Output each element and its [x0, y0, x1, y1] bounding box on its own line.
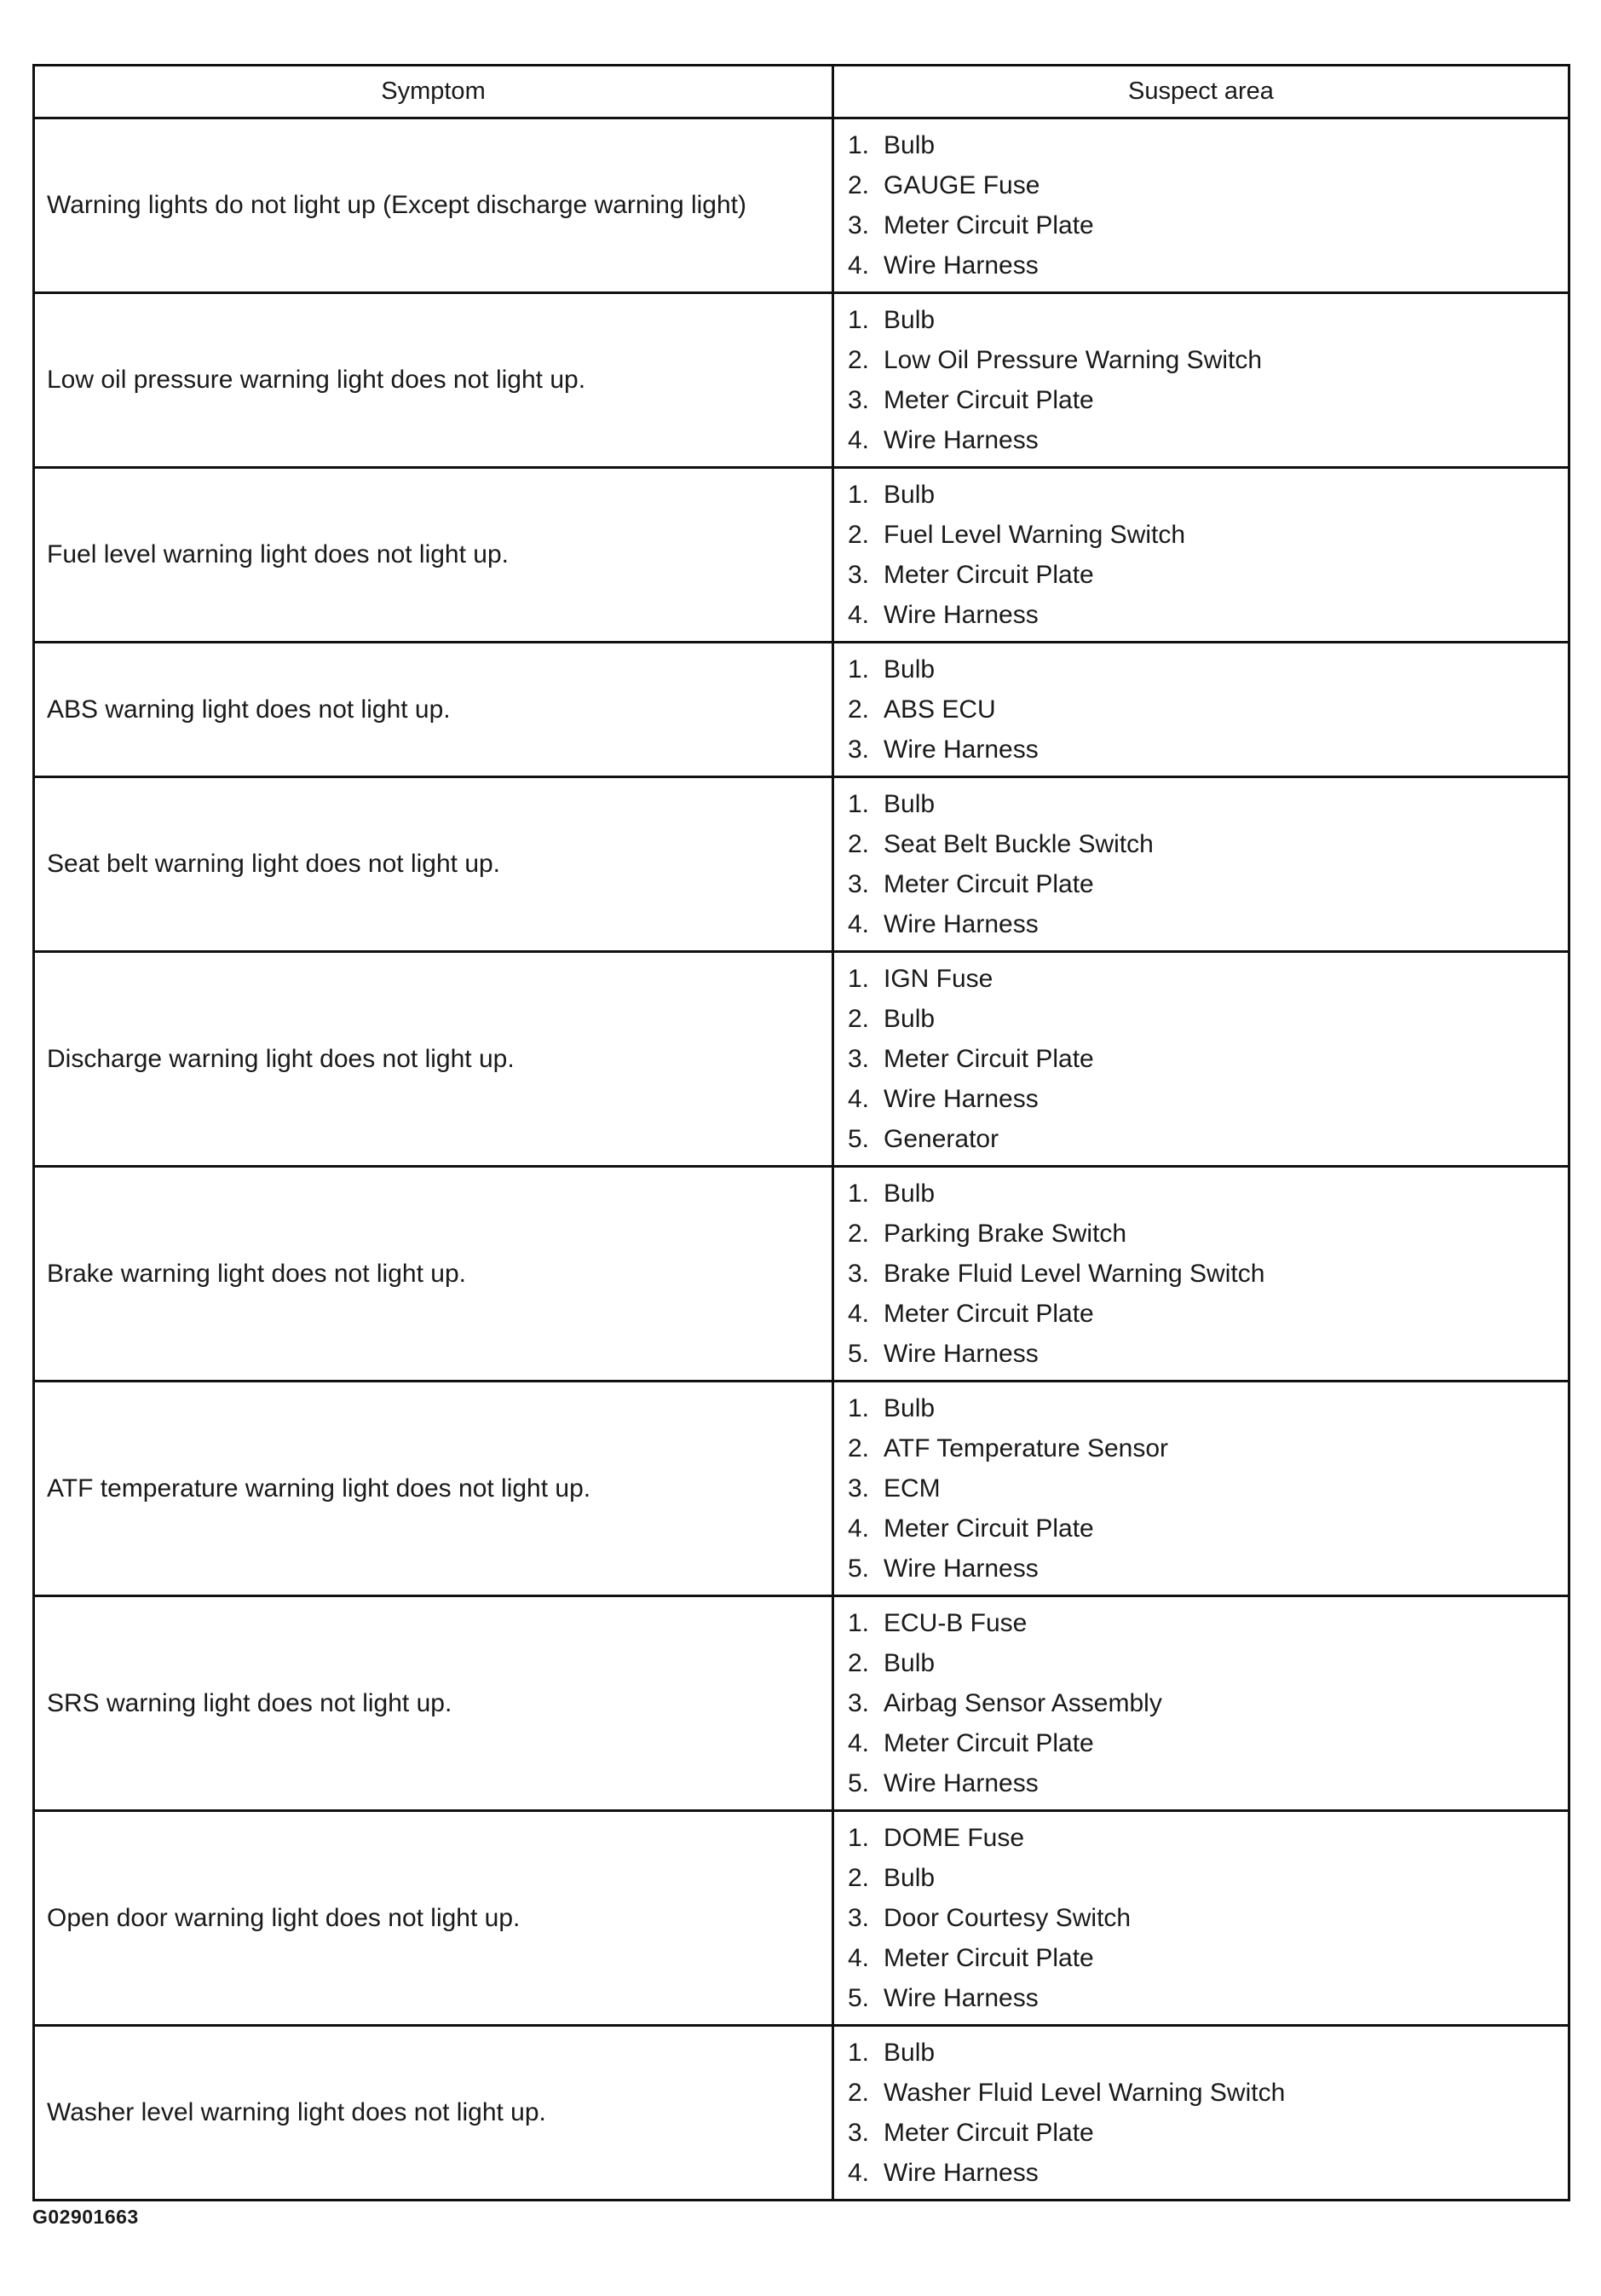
figure-id: G02901663 — [32, 2206, 139, 2228]
suspect-item — [848, 784, 1568, 824]
suspect-item — [848, 864, 1568, 904]
diagnosis-table — [32, 64, 1570, 2201]
table-row — [34, 1596, 1569, 1811]
suspect-item — [848, 1119, 1568, 1159]
table-row — [34, 468, 1569, 643]
suspect-item-label: Wire Harness — [884, 1984, 1039, 2012]
suspect-item-label: Bulb — [884, 1394, 936, 1422]
suspect-item-number: 3. — [848, 736, 870, 764]
suspect-item-number: 1. — [848, 1180, 870, 1208]
suspect-item-label: Bulb — [884, 306, 936, 334]
suspect-item-number: 2. — [848, 346, 870, 374]
suspect-list — [848, 1818, 1568, 2018]
suspect-item-number: 4. — [848, 1729, 870, 1757]
symptom-cell: SRS warning light does not light up. — [34, 1596, 833, 1811]
suspect-item — [848, 1643, 1568, 1683]
suspect-item — [848, 340, 1568, 380]
suspect-item — [848, 245, 1568, 286]
suspect-item-label: Meter Circuit Plate — [884, 1300, 1094, 1328]
suspect-item — [848, 475, 1568, 515]
table-row — [34, 952, 1569, 1167]
suspect-item — [848, 649, 1568, 689]
suspect-item — [848, 1938, 1568, 1978]
suspect-list — [848, 959, 1568, 1159]
suspect-item-number: 3. — [848, 1904, 870, 1932]
suspect-item-label: Meter Circuit Plate — [884, 1045, 1094, 1073]
suspect-item — [848, 1254, 1568, 1294]
suspect-item-label: Generator — [884, 1125, 999, 1153]
suspect-item — [848, 380, 1568, 420]
suspect-list — [848, 784, 1568, 944]
symptom-cell: Seat belt warning light does not light up. — [34, 777, 833, 952]
suspect-item — [848, 1723, 1568, 1763]
suspect-area-cell — [833, 643, 1569, 777]
suspect-item-number: 4. — [848, 1300, 870, 1328]
suspect-item-number: 4. — [848, 1085, 870, 1113]
suspect-item — [848, 1079, 1568, 1119]
suspect-item — [848, 555, 1568, 595]
suspect-area-cell — [833, 1596, 1569, 1811]
suspect-list — [848, 1388, 1568, 1589]
suspect-list — [848, 1603, 1568, 1803]
suspect-item-number: 4. — [848, 426, 870, 454]
suspect-item — [848, 1468, 1568, 1509]
suspect-item-number: 1. — [848, 1394, 870, 1422]
suspect-item-number: 2. — [848, 2079, 870, 2107]
table-row — [34, 777, 1569, 952]
suspect-area-cell — [833, 777, 1569, 952]
symptom-column-header: Symptom — [34, 66, 833, 118]
suspect-item-label: Airbag Sensor Assembly — [884, 1689, 1162, 1717]
suspect-item — [848, 1818, 1568, 1858]
suspect-item — [848, 1294, 1568, 1334]
suspect-item-label: DOME Fuse — [884, 1824, 1025, 1852]
suspect-item — [848, 1174, 1568, 1214]
suspect-item — [848, 730, 1568, 770]
suspect-item — [848, 1388, 1568, 1428]
suspect-item-number: 4. — [848, 1944, 870, 1972]
suspect-area-cell — [833, 2026, 1569, 2201]
suspect-item-label: Wire Harness — [884, 2159, 1039, 2187]
suspect-item — [848, 689, 1568, 730]
symptom-cell: Low oil pressure warning light does not light up. — [34, 293, 833, 468]
suspect-item-number: 2. — [848, 1005, 870, 1033]
suspect-item-label: Meter Circuit Plate — [884, 1514, 1094, 1543]
suspect-item-label: Meter Circuit Plate — [884, 386, 1094, 414]
suspect-item — [848, 1683, 1568, 1723]
suspect-item-label: Wire Harness — [884, 426, 1039, 454]
symptom-cell: Warning lights do not light up (Except discharge warning light) — [34, 118, 833, 293]
suspect-item — [848, 1898, 1568, 1938]
symptom-cell: ATF temperature warning light does not light up. — [34, 1382, 833, 1596]
suspect-item-number: 3. — [848, 561, 870, 589]
suspect-item-number: 3. — [848, 1474, 870, 1503]
suspect-item-label: Wire Harness — [884, 251, 1039, 280]
suspect-item-label: Meter Circuit Plate — [884, 561, 1094, 589]
suspect-item — [848, 420, 1568, 460]
suspect-item — [848, 2153, 1568, 2193]
table-body — [34, 118, 1569, 2201]
suspect-area-cell — [833, 1811, 1569, 2026]
suspect-item-number: 3. — [848, 2119, 870, 2147]
suspect-area-cell — [833, 468, 1569, 643]
suspect-item-number: 4. — [848, 251, 870, 280]
suspect-item-number: 4. — [848, 2159, 870, 2187]
suspect-item-number: 1. — [848, 655, 870, 684]
suspect-item — [848, 959, 1568, 999]
suspect-list — [848, 300, 1568, 460]
suspect-item-number: 3. — [848, 870, 870, 898]
symptom-cell: Brake warning light does not light up. — [34, 1167, 833, 1382]
suspect-item-number: 3. — [848, 1689, 870, 1717]
suspect-item-label: Wire Harness — [884, 910, 1039, 938]
suspect-item-label: Fuel Level Warning Switch — [884, 521, 1186, 549]
suspect-item-label: Bulb — [884, 655, 936, 684]
suspect-item-number: 1. — [848, 1824, 870, 1852]
suspect-item — [848, 999, 1568, 1039]
suspect-item-label: Bulb — [884, 790, 936, 818]
table-row — [34, 1382, 1569, 1596]
suspect-area-cell — [833, 1382, 1569, 1596]
suspect-item-label: Seat Belt Buckle Switch — [884, 830, 1154, 858]
suspect-item-label: Meter Circuit Plate — [884, 211, 1094, 239]
suspect-area-cell — [833, 293, 1569, 468]
suspect-item — [848, 125, 1568, 165]
suspect-item-label: Bulb — [884, 1864, 936, 1892]
table-row — [34, 643, 1569, 777]
suspect-item — [848, 1603, 1568, 1643]
suspect-item-label: Parking Brake Switch — [884, 1220, 1127, 1248]
suspect-item — [848, 1334, 1568, 1374]
suspect-item-label: Meter Circuit Plate — [884, 1729, 1094, 1757]
suspect-area-column-header: Suspect area — [833, 66, 1569, 118]
suspect-item — [848, 1858, 1568, 1898]
suspect-list — [848, 649, 1568, 770]
suspect-list — [848, 125, 1568, 286]
suspect-item — [848, 300, 1568, 340]
suspect-item-number: 2. — [848, 1864, 870, 1892]
suspect-item-label: ABS ECU — [884, 695, 996, 724]
suspect-item-number: 2. — [848, 695, 870, 724]
suspect-item-number: 1. — [848, 965, 870, 993]
suspect-item-number: 4. — [848, 1514, 870, 1543]
symptom-cell: Fuel level warning light does not light up. — [34, 468, 833, 643]
suspect-item-number: 5. — [848, 1125, 870, 1153]
suspect-area-cell — [833, 1167, 1569, 1382]
suspect-list — [848, 475, 1568, 635]
suspect-item-label: Door Courtesy Switch — [884, 1904, 1132, 1932]
suspect-item-number: 4. — [848, 601, 870, 629]
suspect-item-label: ECU-B Fuse — [884, 1609, 1028, 1637]
suspect-item-number: 5. — [848, 1984, 870, 2012]
suspect-item-number: 1. — [848, 306, 870, 334]
symptom-cell: Washer level warning light does not light up. — [34, 2026, 833, 2201]
suspect-item-number: 1. — [848, 790, 870, 818]
table-row — [34, 1167, 1569, 1382]
suspect-item — [848, 205, 1568, 245]
symptom-cell: ABS warning light does not light up. — [34, 643, 833, 777]
suspect-item-number: 3. — [848, 1045, 870, 1073]
suspect-item-label: Wire Harness — [884, 1555, 1039, 1583]
suspect-item-label: ATF Temperature Sensor — [884, 1434, 1169, 1462]
suspect-item — [848, 2033, 1568, 2073]
suspect-list — [848, 1174, 1568, 1374]
suspect-item — [848, 904, 1568, 944]
suspect-area-cell — [833, 952, 1569, 1167]
table-row — [34, 1811, 1569, 2026]
suspect-item-label: Bulb — [884, 481, 936, 509]
suspect-item-label: Wire Harness — [884, 601, 1039, 629]
suspect-item-label: Meter Circuit Plate — [884, 870, 1094, 898]
suspect-item-number: 2. — [848, 521, 870, 549]
suspect-item-label: Bulb — [884, 1005, 936, 1033]
suspect-item-number: 2. — [848, 1220, 870, 1248]
suspect-item — [848, 1214, 1568, 1254]
suspect-item-number: 3. — [848, 211, 870, 239]
suspect-item-number: 2. — [848, 1434, 870, 1462]
suspect-item — [848, 2113, 1568, 2153]
suspect-item — [848, 1763, 1568, 1803]
suspect-item — [848, 1509, 1568, 1549]
suspect-item — [848, 1428, 1568, 1468]
suspect-item — [848, 1978, 1568, 2018]
suspect-item-number: 5. — [848, 1340, 870, 1368]
suspect-item-number: 2. — [848, 171, 870, 199]
symptom-cell: Open door warning light does not light up. — [34, 1811, 833, 2026]
suspect-item-label: Washer Fluid Level Warning Switch — [884, 2079, 1286, 2107]
suspect-item-label: Bulb — [884, 1649, 936, 1677]
symptom-cell: Discharge warning light does not light up. — [34, 952, 833, 1167]
suspect-item — [848, 1039, 1568, 1079]
suspect-item-label: Wire Harness — [884, 1085, 1039, 1113]
table-row — [34, 293, 1569, 468]
suspect-list — [848, 2033, 1568, 2193]
suspect-item — [848, 165, 1568, 205]
suspect-item-number: 2. — [848, 1649, 870, 1677]
suspect-item-label: Meter Circuit Plate — [884, 2119, 1094, 2147]
suspect-item — [848, 2073, 1568, 2113]
table-header-row — [34, 66, 1569, 118]
suspect-item-label: Meter Circuit Plate — [884, 1944, 1094, 1972]
suspect-item — [848, 595, 1568, 635]
suspect-item-number: 1. — [848, 481, 870, 509]
suspect-item-label: Wire Harness — [884, 736, 1039, 764]
suspect-item-number: 1. — [848, 131, 870, 159]
suspect-area-cell — [833, 118, 1569, 293]
suspect-item-number: 4. — [848, 910, 870, 938]
suspect-item-number: 2. — [848, 830, 870, 858]
suspect-item — [848, 515, 1568, 555]
suspect-item-number: 5. — [848, 1555, 870, 1583]
suspect-item-label: ECM — [884, 1474, 941, 1503]
suspect-item-label: Bulb — [884, 1180, 936, 1208]
suspect-item-label: Bulb — [884, 131, 936, 159]
table-row — [34, 2026, 1569, 2201]
suspect-item-label: Low Oil Pressure Warning Switch — [884, 346, 1263, 374]
suspect-item — [848, 824, 1568, 864]
suspect-item-label: Wire Harness — [884, 1769, 1039, 1797]
suspect-item-label: GAUGE Fuse — [884, 171, 1040, 199]
table-row — [34, 118, 1569, 293]
suspect-item-number: 3. — [848, 1260, 870, 1288]
suspect-item-label: IGN Fuse — [884, 965, 993, 993]
suspect-item-number: 5. — [848, 1769, 870, 1797]
suspect-item-label: Bulb — [884, 2039, 936, 2067]
suspect-item-label: Brake Fluid Level Warning Switch — [884, 1260, 1265, 1288]
suspect-item-label: Wire Harness — [884, 1340, 1039, 1368]
suspect-item-number: 1. — [848, 1609, 870, 1637]
suspect-item-number: 3. — [848, 386, 870, 414]
suspect-item-number: 1. — [848, 2039, 870, 2067]
suspect-item — [848, 1549, 1568, 1589]
